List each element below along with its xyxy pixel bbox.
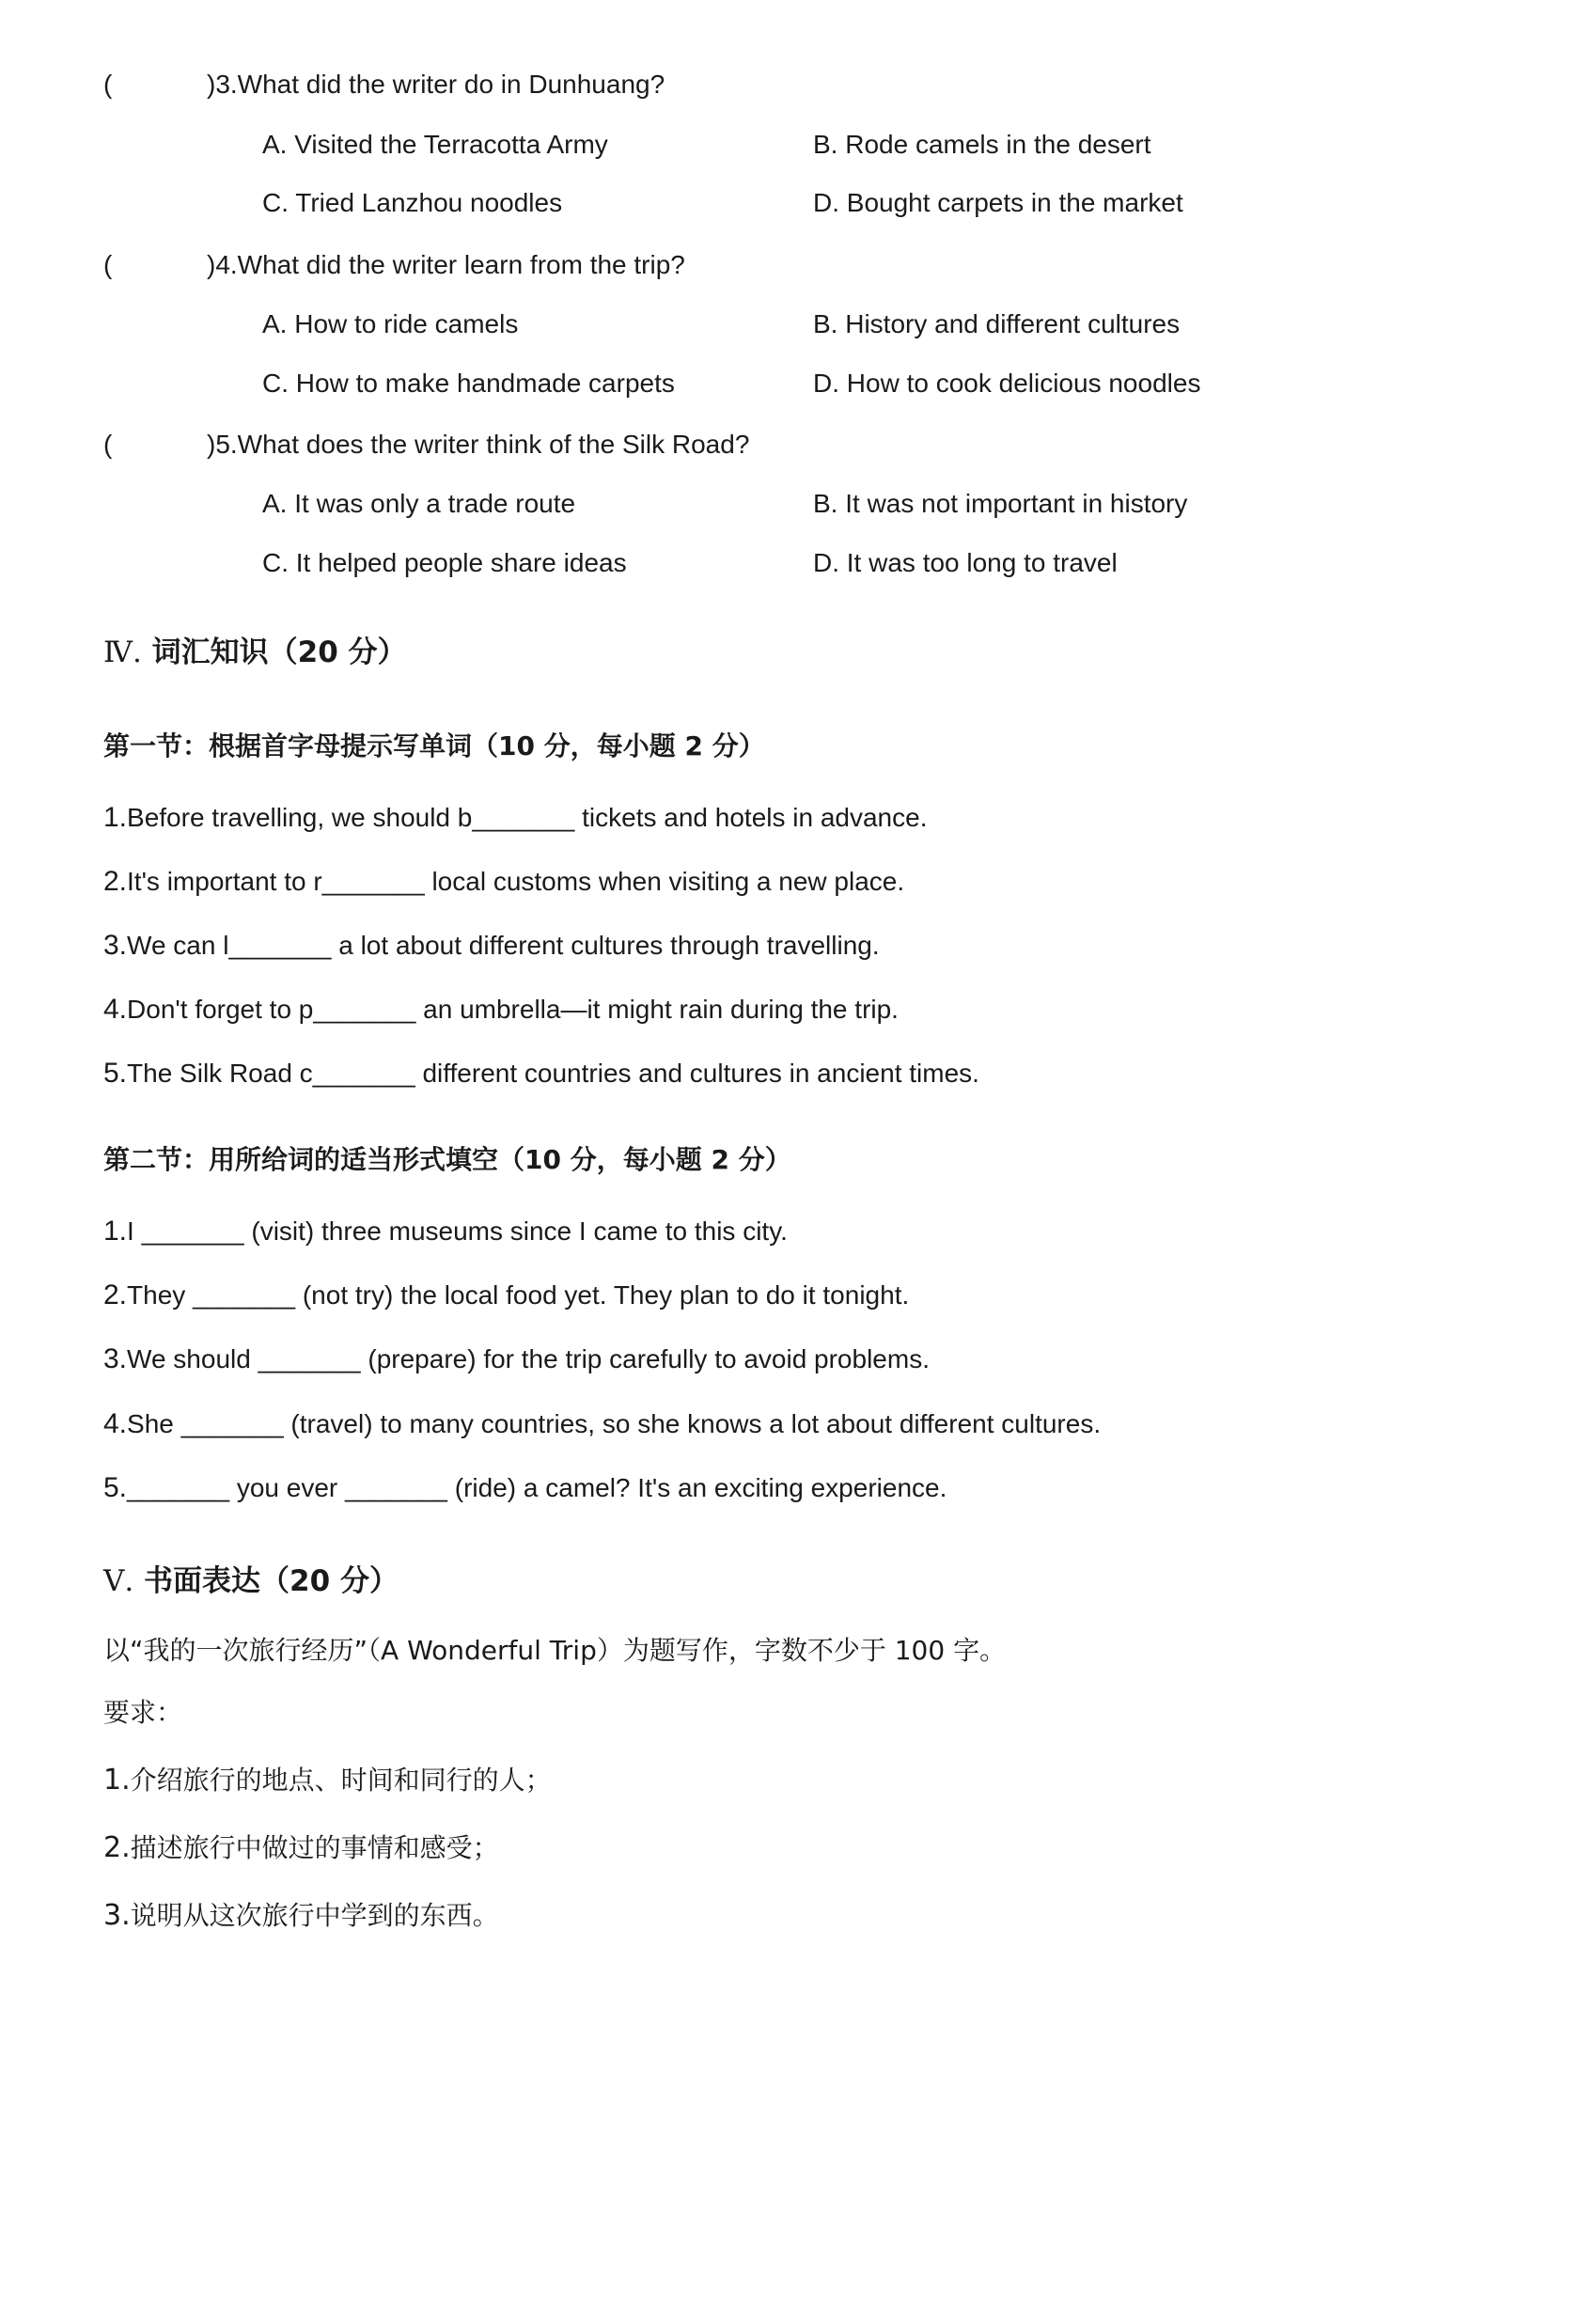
- fill-item[interactable]: 5._______ you ever _______ (ride) a camel? It's an exciting experience.: [103, 1472, 947, 1503]
- section-5-title: [103, 1562, 399, 1600]
- fill-item[interactable]: 4.Don't forget to p_______ an umbrella—it might rain during the trip.: [103, 994, 899, 1025]
- fill-item[interactable]: 5.The Silk Road c_______ different countries and cultures in ancient times.: [103, 1058, 979, 1089]
- option-a: A. Visited the Terracotta Army: [262, 130, 608, 159]
- option-d: D. It was too long to travel: [813, 548, 1118, 577]
- option-b: B. History and different cultures: [813, 309, 1181, 338]
- section-4-roman: Ⅳ.: [103, 636, 142, 669]
- fill-item[interactable]: 2.They _______ (not try) the local food yet. They plan to do it tonight.: [103, 1279, 910, 1310]
- part-1-title: 第一节：根据首字母提示写单词（10 分，每小题 2 分）: [103, 730, 765, 761]
- requirement-item: 2.描述旅行中做过的事情和感受；: [103, 1831, 499, 1864]
- answer-paren[interactable]: (: [103, 430, 113, 459]
- option-d: D. Bought carpets in the market: [813, 188, 1183, 217]
- question-stem: )5.What does the writer think of the Silk Road?: [207, 430, 750, 459]
- option-c: C. Tried Lanzhou noodles: [262, 188, 563, 217]
- fill-item[interactable]: 3.We can l_______ a lot about different cultures through travelling.: [103, 930, 880, 961]
- answer-paren[interactable]: (: [103, 250, 113, 279]
- option-a: A. It was only a trade route: [262, 489, 576, 518]
- fill-item[interactable]: 1.I _______ (visit) three museums since I came to this city.: [103, 1216, 788, 1247]
- answer-paren[interactable]: (: [103, 70, 113, 99]
- section-5-heading: 书面表达（20 分）: [144, 1564, 399, 1598]
- option-c: C. It helped people share ideas: [262, 548, 627, 577]
- option-a: A. How to ride camels: [262, 309, 519, 338]
- writing-prompt: 以“我的一次旅行经历”（A Wonderful Trip）为题写作，字数不少于 100 字。: [103, 1635, 1007, 1666]
- requirement-item: 1.介绍旅行的地点、时间和同行的人；: [103, 1764, 552, 1797]
- section-5-roman: Ⅴ.: [103, 1564, 134, 1598]
- question-stem: )4.What did the writer learn from the trip?: [207, 250, 685, 279]
- fill-item[interactable]: 3.We should _______ (prepare) for the trip carefully to avoid problems.: [103, 1343, 930, 1374]
- option-d: D. How to cook delicious noodles: [813, 369, 1201, 398]
- fill-item[interactable]: 1.Before travelling, we should b_______ tickets and hotels in advance.: [103, 802, 928, 833]
- section-4-title: [103, 634, 407, 671]
- option-c: C. How to make handmade carpets: [262, 369, 675, 398]
- question-stem: )3.What did the writer do in Dunhuang?: [207, 70, 665, 99]
- option-b: B. Rode camels in the desert: [813, 130, 1151, 159]
- part-2-title: 第二节：用所给词的适当形式填空（10 分，每小题 2 分）: [103, 1144, 791, 1175]
- section-4-heading: 词汇知识（20 分）: [151, 636, 407, 669]
- fill-item[interactable]: 2.It's important to r_______ local customs when visiting a new place.: [103, 866, 905, 897]
- requirement-item: 3.说明从这次旅行中学到的东西。: [103, 1899, 499, 1932]
- requirements-label: 要求：: [103, 1697, 183, 1728]
- fill-item[interactable]: 4.She _______ (travel) to many countries, so she knows a lot about different cultures.: [103, 1408, 1102, 1439]
- option-b: B. It was not important in history: [813, 489, 1188, 518]
